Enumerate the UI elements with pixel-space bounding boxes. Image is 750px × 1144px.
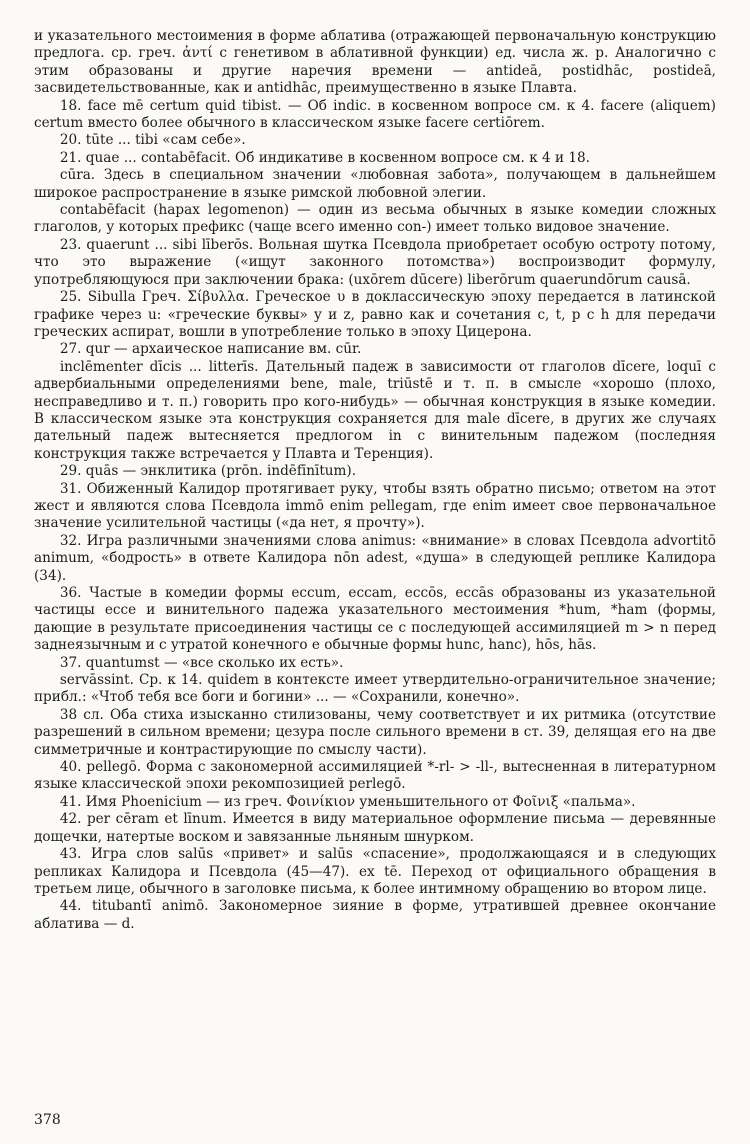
commentary-paragraph: 42. per cēram et līnum. Имеется в виду материальное оформление письма — деревянные дощечки, натертые воском и завязанные льняным шнурком. xyxy=(34,811,716,845)
commentary-paragraph: 21. quae ... contabēfacit. Об индикативе в косвенном вопросе см. к 4 и 18. xyxy=(59,149,590,166)
commentary-paragraph: 40. pellegō. Форма с закономерной ассимиляцией *-rl- > -ll-, вытесненная в литературном языке классической эпохи рекомпозицией perlegō. xyxy=(34,759,716,793)
commentary-paragraph: 20. tūte ... tibi «сам себе». xyxy=(59,132,246,149)
commentary-paragraph: и указательного местоимения в форме аблатива (отражающей первоначальную конструкцию предлога. ср. греч. ἀντί с генетивом в аблативной функции) ед. числа ж. р. Аналогично с этим образованы и другие наречия времени — antideā, postidhāc, postideā, засвидетельствованные, как и antidhāc, преимущественно в языке Плавта. xyxy=(34,28,716,97)
page-number: 378 xyxy=(34,1112,61,1128)
commentary-paragraph: 18. face mē certum quid tibist. — Об indic. в косвенном вопросе см. к 4. facere (aliquem) certum вместо более обычного в классическом языке facere certiōrem. xyxy=(34,97,716,132)
commentary-paragraph: 25. Sibulla Греч. Σίβυλλα. Греческое υ в доклассическую эпоху передается в латинской графике через u: «греческие буквы» y и z, равно как и сочетания c, t, p c h для передачи греческих аспират, вошли в употребление только в эпоху Цицерона. xyxy=(34,289,716,340)
commentary-paragraph: 23. quaerunt ... sibi līberōs. Вольная шутка Псевдола приобретает особую остроту потому, что это выражение («ищут законного потомства») воспроизводит формулу, употребляющуюся при заключении брака: (uxōrem dūcere) liberōrum quaerundōrum causā. xyxy=(34,236,716,288)
commentary-paragraph: 41. Имя Phoenicium — из греч. Φοινίκιον уменьшительного от Φοῖνιξ «пальма». xyxy=(59,793,636,810)
commentary-paragraph: 29. quās — энклитика (prōn. indēfīnītum). xyxy=(59,463,357,480)
commentary-paragraph: 36. Частые в комедии формы eccum, eccam, eccōs, eccās образованы из указательной частицы ecce и винительного падежа указательного местоимения *hum, *ham (формы, дающие в результате присоединения частицы ce с последующей ассимиляцией m > n перед заднеязычным и с утратой конечного e обычные формы hunc, hanc), hōs, hās. xyxy=(34,585,716,654)
commentary-text xyxy=(34,28,716,933)
commentary-paragraph: 37. quantumst — «все сколько их есть». xyxy=(59,654,344,671)
commentary-paragraph: 43. Игра слов salūs «привет» и salūs «спасение», продолжающаяся и в следующих репликах Калидора и Псевдола (45—47). ex tē. Переход от официального обращения в третьем лице, обычного в заголовке письма, к более интимному обращению во втором лице. xyxy=(34,846,716,897)
commentary-paragraph: 27. qur — архаическое написание вм. cūr. xyxy=(59,341,362,358)
commentary-paragraph: 44. titubantī animō. Закономерное зияние в форме, утратившей древнее окончание аблатива — d. xyxy=(34,898,716,932)
commentary-paragraph: 38 сл. Оба стиха изысканно стилизованы, чему соответствует и их ритмика (отсутствие разрешений в сильном времени; цезура после сильного времени в ст. 39, делящая его на две симметричные и контрастирующие по смыслу части). xyxy=(34,706,716,758)
commentary-paragraph: 31. Обиженный Калидор протягивает руку, чтобы взять обратно письмо; ответом на этот жест и являются слова Псевдола immō enim pellegam, где enim имеет свое первоначальное значение усилительной частицы («да нет, я прочту»). xyxy=(34,480,716,532)
commentary-paragraph: inclēmenter dīcis ... litterīs. Дательный падеж в зависимости от глаголов dīcere, loquī с адвербиальными определениями bene, male, triūstē и т. п. в смысле «хорошо (плохо, несправедливо и т. п.) говорить про кого-нибудь» — обычная конструкция в языке комедии. В классическом языке эта конструкция сохраняется для male dīcere, в других же случаях дательный падеж вытесняется предлогом in с винительным падежом (последняя конструкция также встречается у Плавта и Теренция). xyxy=(34,358,716,462)
commentary-paragraph: contabēfacit (hapax legomenon) — один из весьма обычных в языке комедии сложных глаголов, у которых префикс (чаще всего именно con-) имеет только видовое значение. xyxy=(34,202,716,236)
commentary-paragraph: 32. Игра различными значениями слова animus: «внимание» в словах Псевдола advortitō animum, «бодрость» в ответе Калидора nōn adest, «душа» в следующей реплике Калидора (34). xyxy=(34,532,716,584)
commentary-paragraph: cūra. Здесь в специальном значении «любовная забота», получающем в дальнейшем широкое распространение в языке римской любовной элегии. xyxy=(34,167,716,201)
commentary-paragraph: servāssint. Ср. к 14. quidem в контексте имеет утвердительно-ограничительное значение; прибл.: «Чтоб тебя все боги и богини» ... — «Сохранили, конечно». xyxy=(34,672,716,706)
